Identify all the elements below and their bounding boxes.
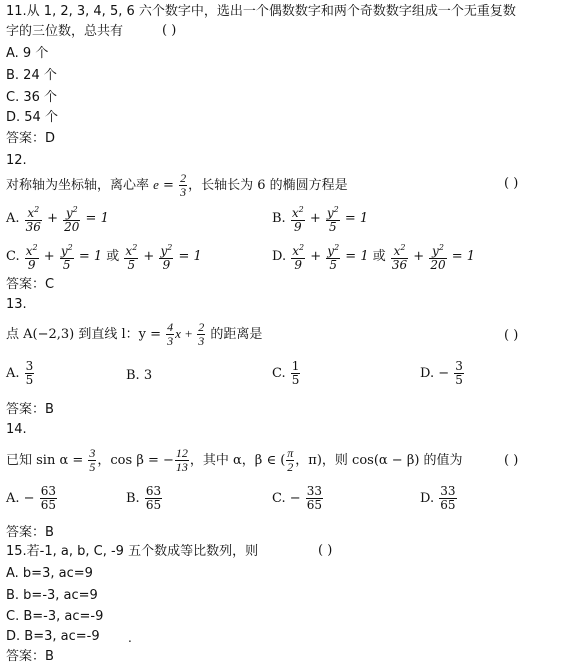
q12-number: 12. [6, 153, 27, 168]
q11-stem-line2: 字的三位数，总共有 [6, 24, 124, 39]
q13-number: 13. [6, 297, 27, 312]
q12-stem-eq: = [158, 178, 179, 193]
q12-option-b: B. $\frac{x^2}{9}$ + $\frac{y^2}{5}$ = 1 [272, 205, 369, 234]
q12-answer: 答案：C [6, 277, 55, 292]
q11-option-a: A. 9 个 [6, 46, 49, 61]
q12-option-b-label: B. [272, 211, 286, 226]
q12-stem-text-b: ，长轴长为 6 的椭圆方程是 [188, 178, 348, 193]
q15-option-d: D. B=3, ac=-9 [6, 629, 100, 644]
q15-stray-dot: . [128, 631, 132, 645]
q14-option-c: C. − $\frac{33}{65}$ [272, 484, 323, 512]
q15-answer: 答案：B [6, 649, 54, 664]
q13-stem-text-b: 的距离是 [206, 327, 263, 342]
q13-option-c: C. $\frac{1}{5}$ [272, 359, 300, 387]
q13-option-a: A. $\frac{3}{5}$ [6, 359, 34, 387]
q12-option-d-or: 或 [372, 249, 386, 264]
q12-option-d-label: D. [272, 249, 287, 264]
q12-stem-e: e [153, 177, 159, 192]
q12-e-numerator: 2 [180, 171, 187, 185]
q11-answer-blank: ( ) [162, 23, 177, 38]
q14-sin-fraction: $\frac{3}{5}$ [89, 446, 96, 474]
q13-slope-fraction: $\frac{4}{3}$ [167, 320, 174, 348]
q15-stem: 15.若-1, a, b, C, -9 五个数成等比数列，则 [6, 544, 259, 559]
q13-stem [6, 318, 262, 351]
q15-answer-blank: ( ) [318, 543, 333, 558]
q13-option-d: D. − $\frac{3}{5}$ [420, 359, 463, 387]
q11-option-d: D. 54 个 [6, 110, 58, 125]
q11-stem-line1: 11.从 1, 2, 3, 4, 5, 6 六个数字中，选出一个偶数数字和两个奇数数字组成一个无重复数 [6, 4, 516, 19]
q14-answer: 答案：B [6, 525, 54, 540]
q12-stem-text-a: 对称轴为坐标轴，离心率 [6, 178, 154, 193]
q13-answer-blank: ( ) [504, 328, 519, 343]
q12-answer-blank: ( ) [504, 176, 519, 191]
q13-option-b: B. 3 [126, 368, 153, 383]
q13-stem-x: x + [175, 326, 197, 341]
q15-option-b: B. b=-3, ac=9 [6, 588, 98, 603]
q12-option-d: D. $\frac{x^2}{9}$ + $\frac{y^2}{5}$ = 1 或 $\frac{x^2}{36}$ + $\frac{y^2}{20}$ = 1 [272, 243, 476, 272]
q13-stem-text-a: 点 A(−2,3) 到直线 l：y = [6, 327, 166, 342]
q14-stem: 已知 sin α = $\frac{3}{5}$ ，cos β = − $\frac{12}{13}$ ，其中 α，β ∈ ( $\frac{\pi}{2}$ ，π)，则 cos(α − β) 的值为 [6, 446, 463, 474]
q12-e-fraction [179, 172, 187, 199]
q12-option-a: A. $\frac{x^2}{36}$ + $\frac{y^2}{20}$ = 1 [6, 205, 109, 234]
q13-answer: 答案：B [6, 402, 54, 417]
q12-option-c-or: 或 [106, 249, 120, 264]
q14-option-d: D. $\frac{33}{65}$ [420, 484, 456, 512]
q11-option-c: C. 36 个 [6, 90, 58, 105]
q12-option-c: C. $\frac{x^2}{9}$ + $\frac{y^2}{5}$ = 1 或 $\frac{x^2}{5}$ + $\frac{y^2}{9}$ = 1 [6, 243, 202, 272]
q15-option-a: A. b=3, ac=9 [6, 566, 93, 581]
q12-option-a-label: A. [6, 211, 20, 226]
q14-cos-fraction: $\frac{12}{13}$ [175, 446, 188, 474]
q12-option-c-label: C. [6, 249, 20, 264]
q15-option-c: C. B=-3, ac=-9 [6, 609, 104, 624]
q12-e-denominator: 3 [180, 185, 187, 199]
q11-option-b: B. 24 个 [6, 68, 57, 83]
q14-option-a: A. − $\frac{63}{65}$ [6, 484, 56, 512]
q14-number: 14. [6, 422, 27, 437]
q14-answer-blank: ( ) [504, 453, 519, 468]
q14-option-b: B. $\frac{63}{65}$ [126, 484, 162, 512]
q13-intercept-fraction: $\frac{2}{3}$ [198, 320, 205, 348]
q11-answer: 答案：D [6, 131, 56, 146]
q14-pi-half-fraction: $\frac{\pi}{2}$ [287, 446, 294, 474]
q12-stem [6, 170, 348, 201]
